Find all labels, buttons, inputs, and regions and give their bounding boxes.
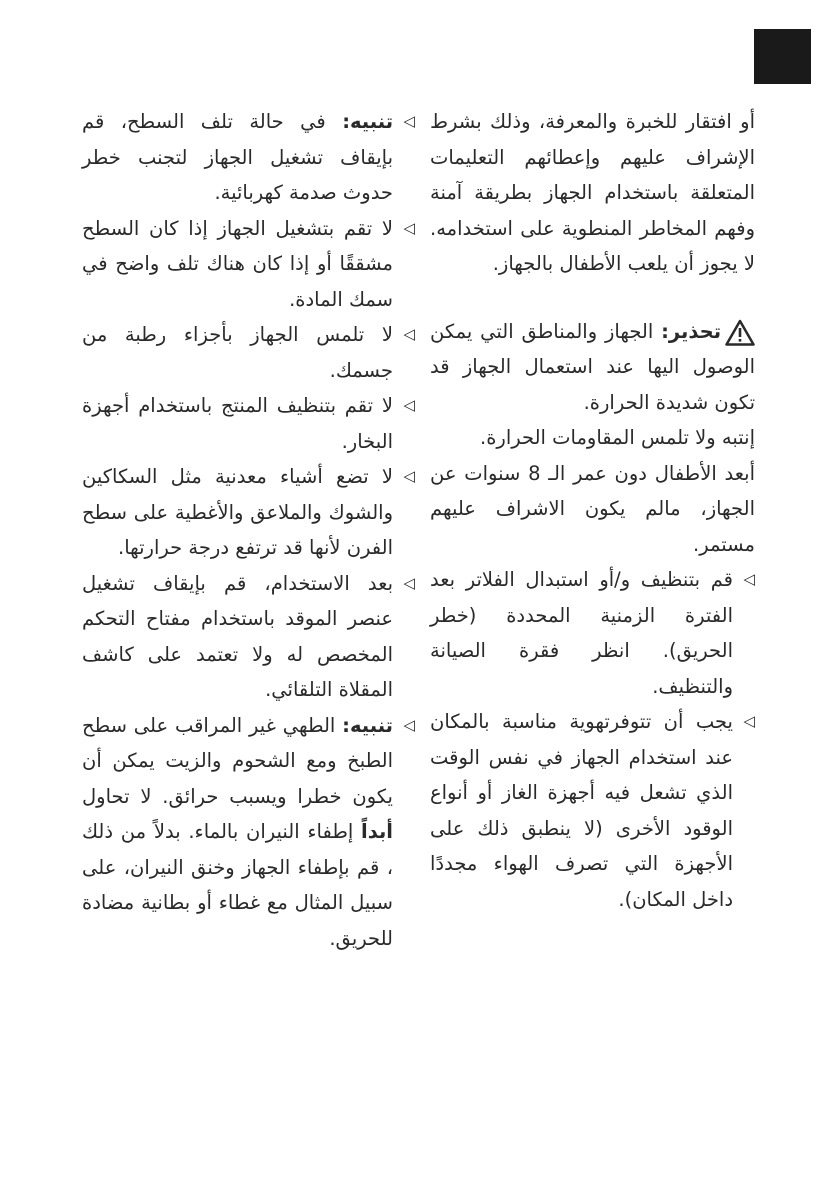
caution-text: الطهي غير المراقب على سطح الطبخ ومع الشحوم والزيت يمكن أن يكون خطرا ويسبب حرائق. لا تحاول (82, 713, 393, 808)
list-item-text: في حالة تلف السطح، قم بإيقاف تشغيل الجهاز لتجنب خطر حدوث صدمة كهربائية. (82, 110, 393, 204)
bullet-icon: ◁ (743, 712, 755, 730)
list-item-text: لا تلمس الجهاز بأجزاء رطبة من جسمك. (82, 323, 393, 382)
bullet-icon: ◁ (403, 325, 415, 343)
warning-line: إنتبه ولا تلمس المقاومات الحرارة. (480, 426, 755, 449)
bullet-icon: ◁ (403, 396, 415, 414)
list-item (82, 388, 415, 459)
list-item (430, 562, 755, 704)
warning-triangle-icon (725, 319, 755, 346)
bullet-icon: ◁ (403, 573, 415, 592)
caution-label: تنبيه: (342, 110, 394, 133)
caution-item (82, 708, 415, 957)
list-item-text: لا تقم بتنظيف المنتج باستخدام أجهزة البخار. (82, 394, 393, 453)
right-column (430, 104, 755, 917)
warning-label: تحذير: (661, 319, 722, 343)
list-item-text: قم بتنظيف و/أو استبدال الفلاتر بعد الفترة الزمنية المحددة (خطر الحريق). انظر فقرة الصيانة والتنظيف. (430, 568, 733, 698)
list-item-text: لا تقم بتشغيل الجهاز إذا كان السطح مشققًا أو إذا كان هناك تلف واضح في سمك المادة. (82, 216, 393, 311)
list-item-text: يجب أن تتوفرتهوية مناسبة بالمكان عند استخدام الجهاز في نفس الوقت الذي تشعل فيه أجهزة الغاز أو أنواع الوقود الأخرى (لا ينطبق ذلك على الأجهزة التي تصرف الهواء مجددًا داخل المكان). (430, 710, 733, 911)
list-item (82, 211, 415, 318)
warning-line: الجهاز والمناطق التي يمكن الوصول اليها عند استعمال الجهاز قد تكون شديدة الحرارة. (430, 319, 755, 414)
bullet-icon: ◁ (403, 467, 415, 485)
list-item-text: بعد الاستخدام، قم بإيقاف تشغيل عنصر الموقد باستخدام مفتاح التحكم المخصص له ولا تعتمد على كاشف المقلاة التلقائي. (82, 571, 393, 701)
caution-label: تنبيه: (342, 713, 393, 737)
caution-text: إطفاء النيران بالماء. بدلاً من ذلك ، قم بإطفاء الجهاز وخنق النيران، على سبيل المثال مع غطاء أو بطانية مضادة للحريق. (82, 820, 393, 950)
list-item (82, 104, 415, 211)
list-item (82, 566, 415, 708)
bullet-icon: ◁ (403, 715, 415, 734)
bullet-icon: ◁ (403, 218, 415, 237)
intro-paragraph: أو افتقار للخبرة والمعرفة، وذلك بشرط الإشراف عليهم وإعطائهم التعليمات المتعلقة باستخدام الجهاز بطريقة آمنة وفهم المخاطر المنطوية على استخدامه. لا يجوز أن يلعب الأطفال بالجهاز. (430, 110, 755, 275)
emphasis-text: أبداً (361, 820, 393, 843)
warning-line: أبعد الأطفال دون عمر الـ 8 سنوات عن الجهاز، مالم يكون الاشراف عليهم مستمر. (430, 461, 755, 556)
left-column (82, 104, 415, 956)
list-item-text: لا تضع أشياء معدنية مثل السكاكين والشوك والملاعق والأغطية على سطح الفرن لأنها قد ترتفع درجة حرارتها. (82, 465, 393, 559)
bullet-icon: ◁ (403, 112, 415, 130)
list-item (82, 459, 415, 566)
list-item (82, 317, 415, 388)
bullet-icon: ◁ (743, 570, 755, 588)
warning-block (430, 314, 755, 421)
list-item (430, 704, 755, 917)
section-tab-marker (754, 29, 811, 84)
